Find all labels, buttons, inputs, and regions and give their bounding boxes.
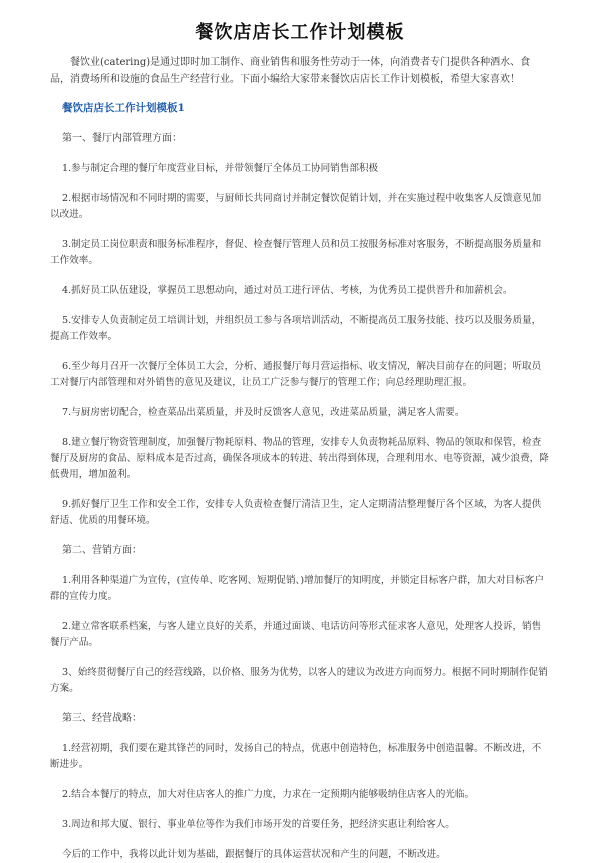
document-title: 餐饮店店长工作计划模板 <box>195 22 405 43</box>
paragraph: 1.利用各种渠道广为宣传，(宣传单、吃客网、短期促销、)增加餐厅的知明度，并锁定目标客户群，加大对目标客户群的宣传力度。 <box>50 575 544 602</box>
intro-paragraph: 餐饮业(catering)是通过即时加工制作、商业销售和服务性劳动于一体，向消费者专门提供各种酒水、食品，消费场所和设施的食品生产经营行业。下面小编给大家带来餐饮店店长工作计划模板，希望大家喜欢！ <box>50 57 531 85</box>
paragraph: 1.经营初期，我们要在避其锋芒的同时，发扬自己的特点，优惠中创造特色，标准服务中创造温馨。不断改进，不断进步。 <box>50 743 542 770</box>
paragraph: 7.与厨房密切配合，检查菜品出菜质量，并及时反馈客人意见，改进菜品质量，满足客人需要。 <box>62 407 465 418</box>
paragraph: 6.至少每月召开一次餐厅全体员工大会，分析、通报餐厅每月营运指标、收支情况，解决目前存在的问题；听取员工对餐厅内部管理和对外销售的意见及建议，让员工广泛参与餐厅的管理工作；向总经理助理汇报。 <box>50 361 542 388</box>
section-marketing <box>50 543 550 697</box>
paragraph: 2.建立常客联系档案，与客人建立良好的关系，并通过面谈、电话访问等形式征求客人意见，处理客人投诉，销售餐厅产品。 <box>50 621 542 648</box>
section-title: 第二、营销方面： <box>62 545 142 556</box>
paragraph: 3、始终贯彻餐厅自己的经营线路，以价格、服务为优势，以客人的建议为改进方向而努力。根据不同时期制作促销方案。 <box>50 667 548 694</box>
section-strategy <box>50 711 550 863</box>
paragraph: 8.建立餐厅物资管理制度，加强餐厅物耗原料、物品的管理，安排专人负责物耗品原料、物品的领取和保管，检查餐厅及厨房的食品、原料成本是否过高，确保各项成本的转进、转出得到体现，合理利用水、电等资源，减少浪费，降低费用，增加盈利。 <box>50 437 549 480</box>
paragraph: 3.制定员工岗位职责和服务标准程序，督促、检查餐厅管理人员和员工按服务标准对客服务，不断提高服务质量和工作效率。 <box>50 239 542 266</box>
paragraph: 3.周边和邦大厦、银行、事业单位等作为我们市场开发的首要任务，把经济实惠让利给客人。 <box>62 819 455 830</box>
paragraph: 2.结合本餐厅的特点，加大对住店客人的推广力度，力求在一定预期内能够吸纳住店客人的光临。 <box>62 789 475 800</box>
paragraph: 5.安排专人负责制定员工培训计划，并组织员工参与各项培训活动，不断提高员工服务技能、技巧以及服务质量，提高工作效率。 <box>50 315 542 342</box>
section-internal-management <box>50 131 550 529</box>
paragraph: 9.抓好餐厅卫生工作和安全工作，安排专人负责检查餐厅清洁卫生，定人定期清洁整理餐厅各个区域，为客人提供舒适、优质的用餐环境。 <box>50 499 542 526</box>
paragraph: 4.抓好员工队伍建设，掌握员工思想动向，通过对员工进行评估、考核，为优秀员工提供晋升和加薪机会。 <box>62 285 513 296</box>
template-subtitle: 餐饮店店长工作计划模板1 <box>62 102 185 114</box>
paragraph: 1.参与制定合理的餐厅年度营业目标，并带领餐厅全体员工协同销售部积极 <box>62 163 379 174</box>
paragraph: 2.根据市场情况和不同时期的需要，与厨师长共同商讨并制定餐饮促销计划，并在实施过程中收集客人反馈意见加以改进。 <box>50 193 542 220</box>
section-title: 第三、经营战略： <box>62 713 142 724</box>
closing-paragraph: 今后的工作中，我将以此计划为基础，跟据餐厅的具体运营状况和产生的问题，不断改进。 <box>62 849 446 860</box>
section-title: 第一、餐厅内部管理方面： <box>62 133 182 144</box>
